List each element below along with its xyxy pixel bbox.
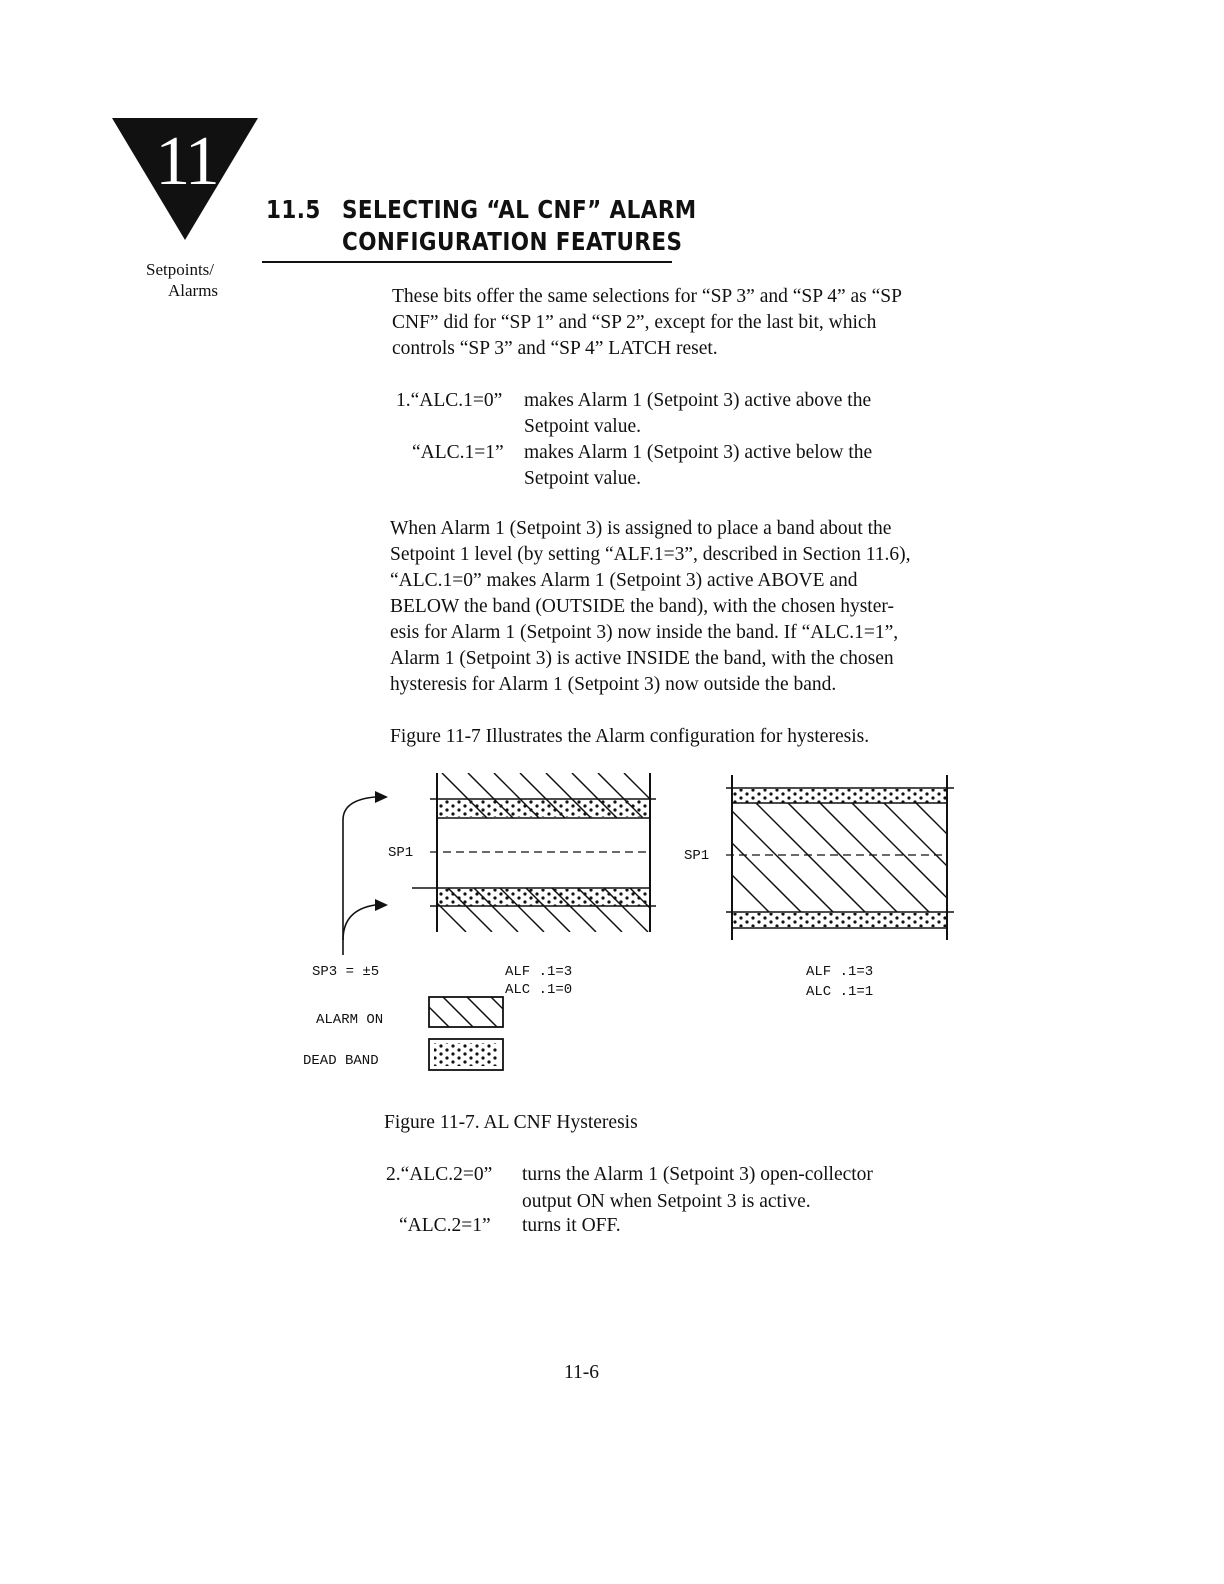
alc2-1-label: “ALC.2=1” — [399, 1215, 491, 1236]
left-alc-label: ALC .1=0 — [505, 982, 573, 998]
alc1-1-label: “ALC.1=1” — [412, 442, 504, 463]
intro-line: CNF” did for “SP 1” and “SP 2”, except for the last bit, which — [392, 312, 877, 333]
left-band-diagram — [343, 773, 674, 955]
page-number: 11-6 — [564, 1362, 600, 1383]
legend-alarm-on-label: ALARM ON — [316, 1012, 384, 1028]
band-line: Setpoint 1 level (by setting “ALF.1=3”, described in Section 11.6), — [390, 544, 911, 565]
alc1-0-label: 1.“ALC.1=0” — [396, 390, 503, 411]
band-line: hysteresis for Alarm 1 (Setpoint 3) now outside the band. — [390, 674, 837, 695]
sp1-right-label: SP1 — [684, 848, 710, 864]
alc2-0-text-1: turns the Alarm 1 (Setpoint 3) open-collector — [522, 1164, 873, 1185]
alc1-0-text-1: makes Alarm 1 (Setpoint 3) active above the — [524, 390, 872, 411]
chapter-tab-label-2: Alarms — [168, 281, 219, 300]
legend-dead-band-label: DEAD BAND — [303, 1053, 379, 1069]
section-title-line-1: SELECTING “AL CNF” ALARM — [342, 195, 697, 224]
band-line: BELOW the band (OUTSIDE the band), with the chosen hyster- — [390, 596, 894, 617]
right-band-diagram — [660, 775, 1025, 940]
intro-line: controls “SP 3” and “SP 4” LATCH reset. — [392, 338, 718, 359]
band-line: “ALC.1=0” makes Alarm 1 (Setpoint 3) active ABOVE and — [390, 570, 858, 591]
legend-dead-band-swatch — [429, 1039, 503, 1070]
right-alf-label: ALF .1=3 — [806, 964, 874, 980]
legend-alarm-on-swatch — [419, 997, 521, 1027]
sp1-left-label: SP1 — [388, 845, 414, 861]
sp3-label: SP3 = ±5 — [312, 964, 380, 980]
section-number: 11.5 — [266, 195, 321, 224]
section-title-line-2: CONFIGURATION FEATURES — [342, 227, 683, 256]
chapter-tab-label-1: Setpoints/ — [146, 260, 215, 279]
alc1-1-text-2: Setpoint value. — [524, 468, 641, 489]
alc2-1-text-1: turns it OFF. — [522, 1215, 621, 1236]
band-line: Alarm 1 (Setpoint 3) is active INSIDE the band, with the chosen — [390, 648, 894, 669]
alc1-0-text-2: Setpoint value. — [524, 416, 641, 437]
band-line: esis for Alarm 1 (Setpoint 3) now inside the band. If “ALC.1=1”, — [390, 622, 899, 643]
intro-line: These bits offer the same selections for “SP 3” and “SP 4” as “SP — [392, 286, 902, 307]
alc1-1-text-1: makes Alarm 1 (Setpoint 3) active below the — [524, 442, 873, 463]
band-line: When Alarm 1 (Setpoint 3) is assigned to place a band about the — [390, 518, 892, 539]
alc2-0-text-2: output ON when Setpoint 3 is active. — [522, 1191, 811, 1212]
right-alc-label: ALC .1=1 — [806, 984, 874, 1000]
alc2-0-label: 2.“ALC.2=0” — [386, 1164, 493, 1185]
figure-intro: Figure 11-7 Illustrates the Alarm configuration for hysteresis. — [390, 726, 870, 747]
left-alf-label: ALF .1=3 — [505, 964, 573, 980]
chapter-number: 11 — [155, 123, 217, 200]
figure-caption: Figure 11-7. AL CNF Hysteresis — [384, 1112, 638, 1133]
